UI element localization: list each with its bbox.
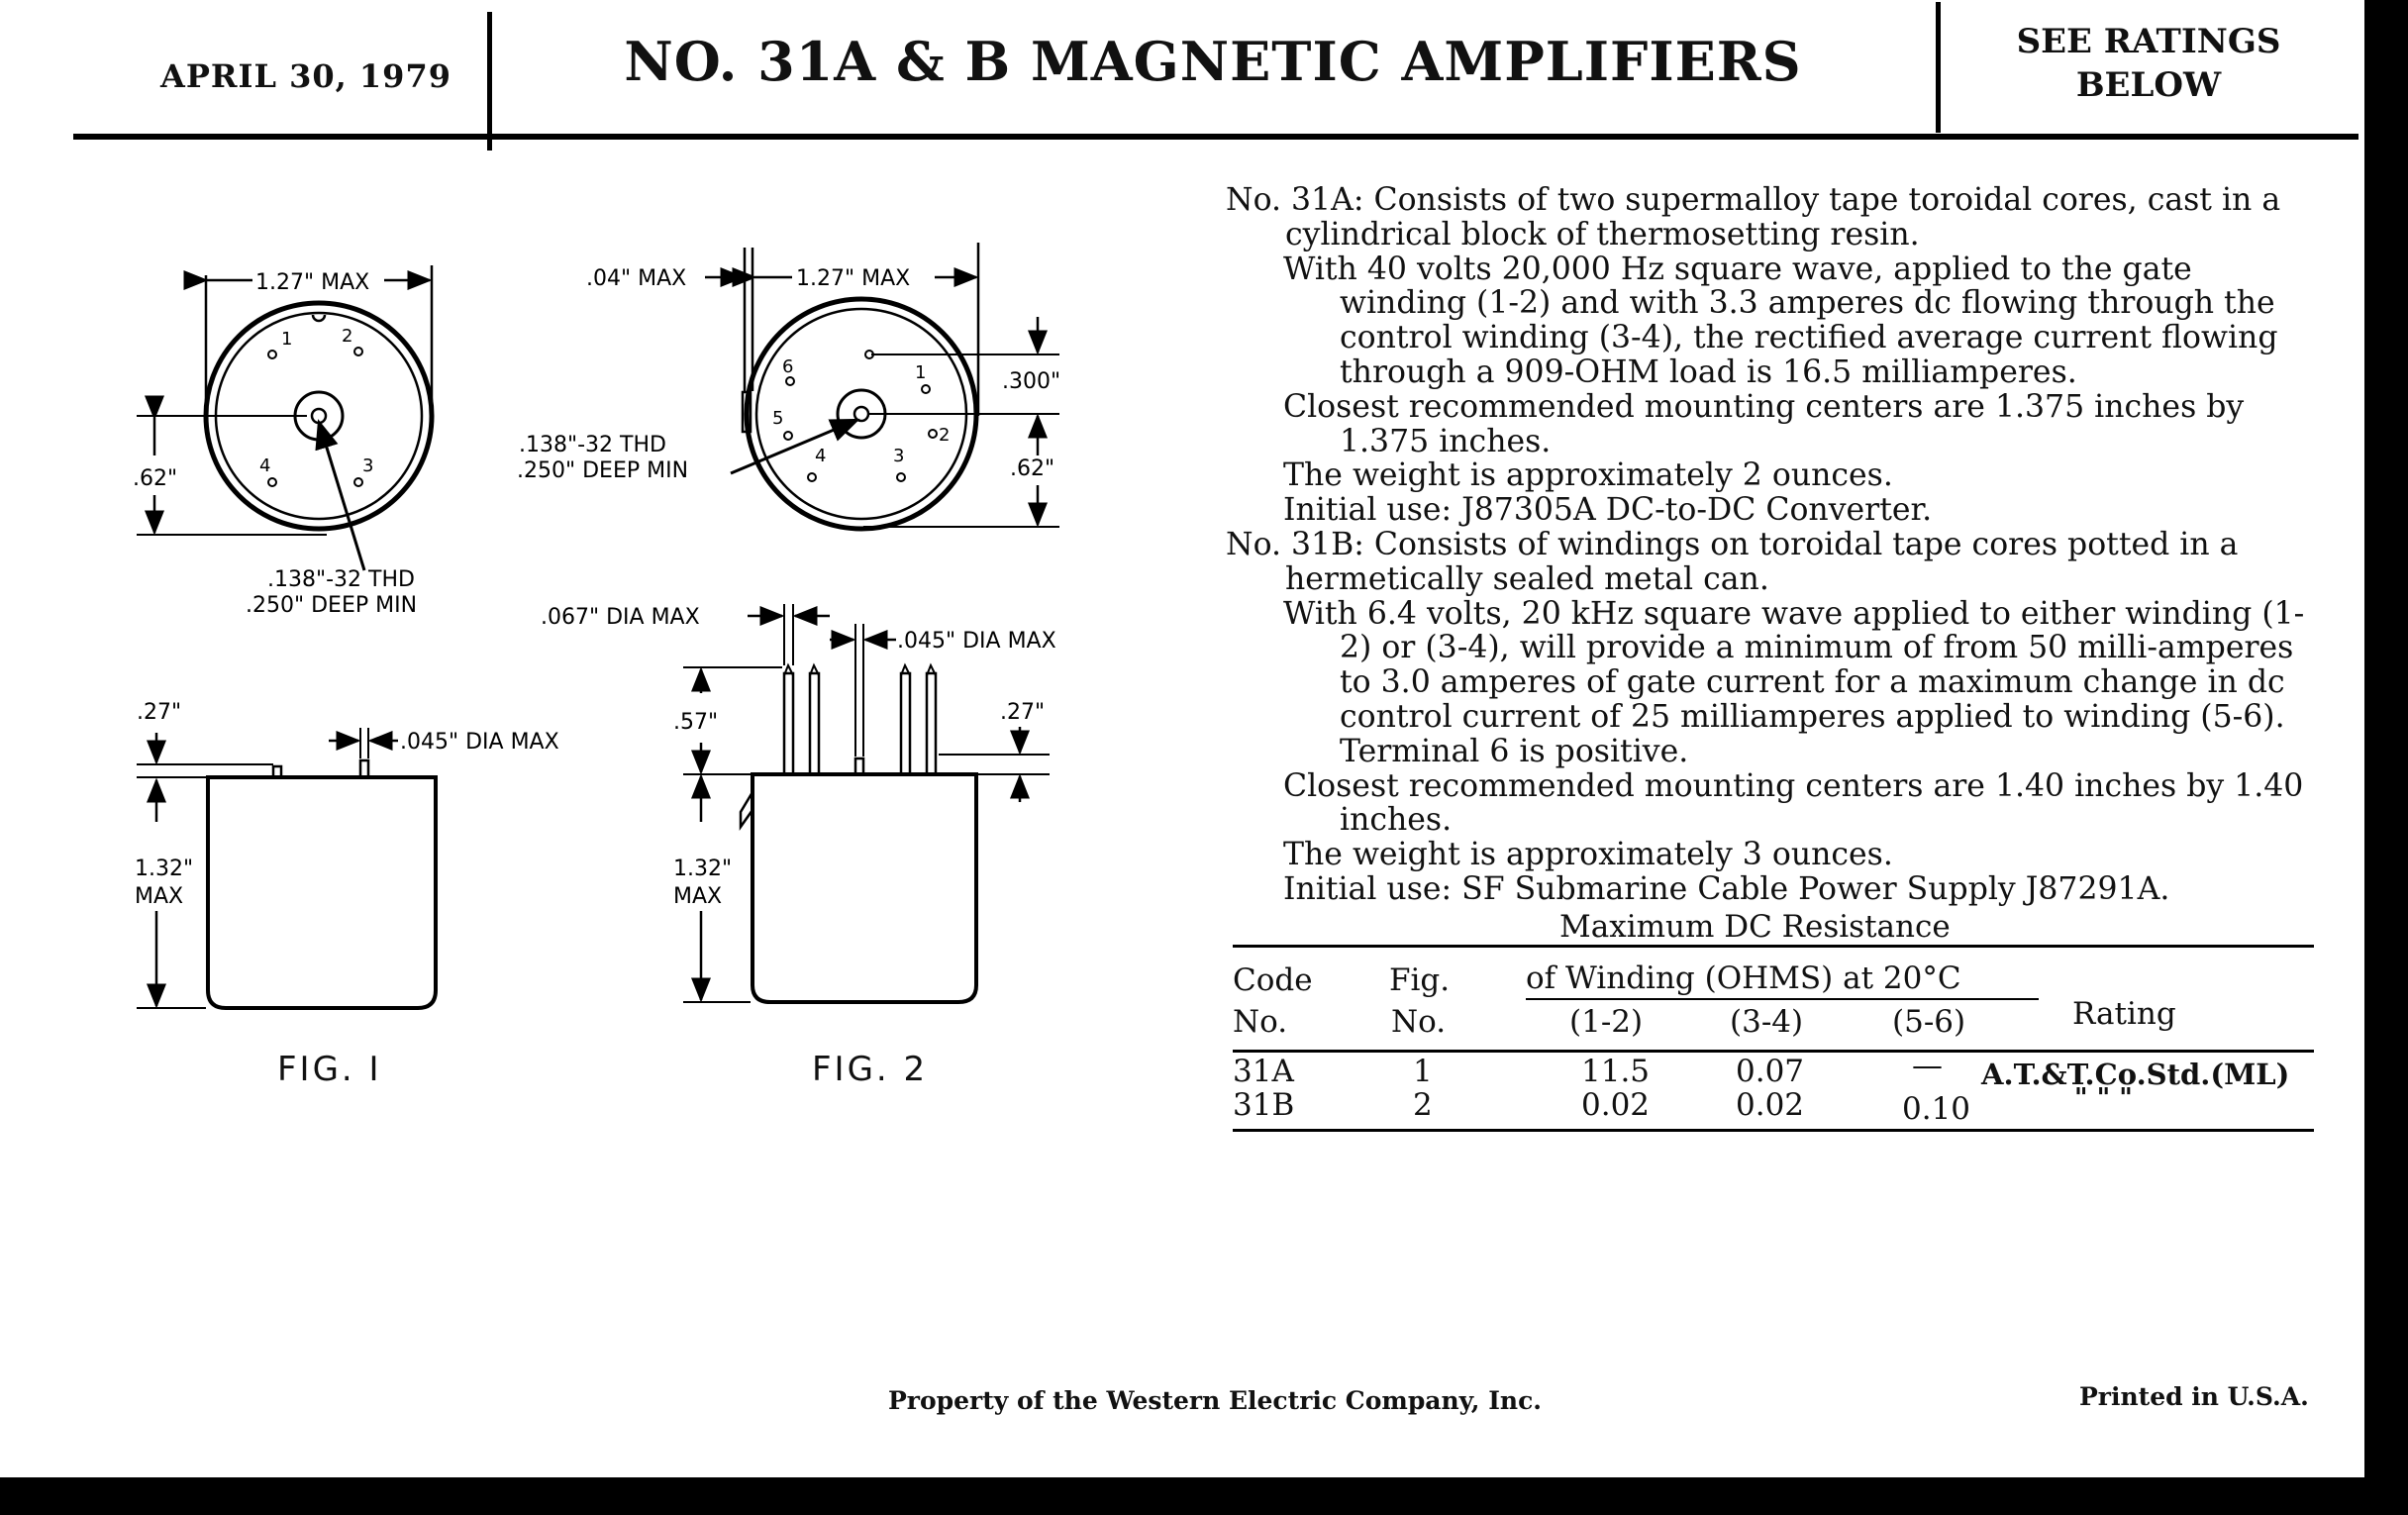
fig2-terminal-6: 6 <box>782 356 794 377</box>
table-header-w56: (5-6) <box>1892 1004 1966 1040</box>
table-header-code-2: No. <box>1233 1004 1288 1040</box>
fig1-terminal-3: 3 <box>362 455 374 476</box>
desc-31a-use: Initial use: J87305A DC-to-DC Converter. <box>1283 492 1933 529</box>
table-cell-fig: 2 <box>1413 1087 1433 1123</box>
table-caption: Maximum DC Resistance <box>1559 909 1951 945</box>
desc-31b-intro-text: Consists of windings on toroidal tape cores potted in a hermetically sealed metal can. <box>1285 526 2239 597</box>
table-header-w34: (3-4) <box>1730 1004 1804 1040</box>
table-cell-fig: 1 <box>1413 1054 1433 1089</box>
fig1-terminal-1: 1 <box>281 329 293 350</box>
table-header-winding: of Winding (OHMS) at 20°C <box>1526 960 1961 996</box>
fig2-terminal-5: 5 <box>772 408 784 429</box>
desc-31b-test: With 6.4 volts, 20 kHz square wave applied to either winding (1-2) or (3-4), will provide a minimum of from 50 milli-amperes to 3.0 amperes of gate current for a maximum change in dc control current of 25 milliamperes applied to winding (5-6). Terminal 6 is positive. <box>1283 595 2305 769</box>
desc-31b-weight: The weight is approximately 3 ounces. <box>1283 837 1893 873</box>
desc-31a-weight: The weight is approximately 2 ounces. <box>1283 457 1893 494</box>
table-cell-w12: 11.5 <box>1581 1054 1651 1089</box>
table-header-fig-2: No. <box>1391 1004 1447 1040</box>
desc-31b-use: Initial use: SF Submarine Cable Power Supply J87291A. <box>1283 870 2170 907</box>
table-header-w12: (1-2) <box>1569 1004 1644 1040</box>
fig2-thread-line2: .250" DEEP MIN <box>517 458 689 483</box>
table-cell-w34: 0.07 <box>1736 1054 1805 1089</box>
fig1-thread-line2: .250" DEEP MIN <box>246 593 418 618</box>
fig2-hole-dim: .62" <box>1010 456 1055 481</box>
scan-edge-right <box>2364 0 2408 1515</box>
fig2-big-pin-dia: .067" DIA MAX <box>541 605 700 630</box>
fig1-width-dim: 1.27" MAX <box>255 270 370 295</box>
fig1-top-view <box>137 265 432 570</box>
fig2-body-height-line2: MAX <box>673 884 723 909</box>
fig2-terminal-2: 2 <box>939 425 951 446</box>
fig2-label: FIG. 2 <box>812 1050 929 1089</box>
fig2-offset-dim: .300" <box>1002 369 1061 394</box>
fig2-small-pin-dia: .045" DIA MAX <box>897 629 1056 654</box>
table-cell-w12: 0.02 <box>1581 1087 1651 1123</box>
fig1-body-height-line1: 1.32" <box>135 857 194 881</box>
table-rule-top <box>1233 945 2314 948</box>
fig1-terminal-2: 2 <box>342 326 353 347</box>
desc-31b-title: No. 31B: <box>1226 526 1364 562</box>
header-date: APRIL 30, 1979 <box>160 57 452 95</box>
fig1-label: FIG. I <box>277 1050 382 1089</box>
table-cell-code: 31A <box>1233 1054 1294 1089</box>
desc-31a-title: No. 31A: <box>1226 182 1364 218</box>
fig2-terminal-1: 1 <box>915 362 927 383</box>
table-rule-mid <box>1233 1050 2314 1053</box>
desc-31b-intro <box>1226 528 2315 597</box>
table-rule-winding <box>1526 998 2039 1000</box>
fig2-small-pin-height: .27" <box>1000 700 1046 725</box>
fig2-thread-line1: .138"-32 THD <box>519 433 666 457</box>
table-rule-bottom <box>1233 1129 2314 1132</box>
desc-31b-mounting: Closest recommended mounting centers are 1.40 inches by 1.40 inches. <box>1283 767 2304 839</box>
fig1-hole-dim: .62" <box>133 466 178 491</box>
footer-printed: Printed in U.S.A. <box>2079 1382 2309 1411</box>
table-cell-code: 31B <box>1233 1087 1295 1123</box>
table-header-fig-1: Fig. <box>1389 962 1451 998</box>
desc-31a-intro-text: Consists of two supermalloy tape toroidal cores, cast in a cylindrical block of thermosetting resin. <box>1285 182 2281 252</box>
ratings-note-line2: BELOW <box>2075 65 2222 105</box>
fig2-width-dim: 1.27" MAX <box>796 266 911 291</box>
desc-31a-intro <box>1226 183 2315 252</box>
table-cell-rating: " " " <box>2074 1083 2133 1113</box>
table-header-rating: Rating <box>2072 996 2176 1032</box>
fig1-pin-height: .27" <box>137 700 182 725</box>
description-text <box>1226 183 2315 907</box>
desc-31a-mounting: Closest recommended mounting centers are 1.375 inches by 1.375 inches. <box>1283 388 2245 459</box>
fig2-terminal-4: 4 <box>815 446 827 466</box>
page-title: NO. 31A & B MAGNETIC AMPLIFIERS <box>624 30 1802 93</box>
fig2-body-height-line1: 1.32" <box>673 857 733 881</box>
fig2-tab-dim: .04" MAX <box>586 266 687 291</box>
ratings-note-line1: SEE RATINGS <box>2016 22 2281 61</box>
fig1-pin-dia: .045" DIA MAX <box>400 730 559 755</box>
table-cell-w56: 0.10 <box>1902 1091 1971 1127</box>
fig1-thread-line1: .138"-32 THD <box>267 567 415 592</box>
fig2-side-view <box>683 604 1050 1002</box>
footer-property: Property of the Western Electric Company, Inc. <box>888 1386 1543 1415</box>
desc-31a-test: With 40 volts 20,000 Hz square wave, applied to the gate winding (1-2) and with 3.3 amperes dc flowing through the control winding (3-4), the rectified average current flowing through a 909-OHM load is 16.5 milliamperes. <box>1283 251 2278 390</box>
fig2-terminal-3: 3 <box>893 446 905 466</box>
table-cell-rating: A.T.&T.Co.Std.(ML) <box>1981 1058 2290 1091</box>
table-cell-w34: 0.02 <box>1736 1087 1805 1123</box>
table-cell-w56: — <box>1912 1048 1943 1083</box>
fig1-terminal-4: 4 <box>259 455 271 476</box>
fig2-big-pin-height: .57" <box>673 710 719 735</box>
scan-edge-bottom <box>0 1477 2408 1515</box>
table-header-code-1: Code <box>1233 962 1313 998</box>
fig1-body-height-line2: MAX <box>135 884 184 909</box>
